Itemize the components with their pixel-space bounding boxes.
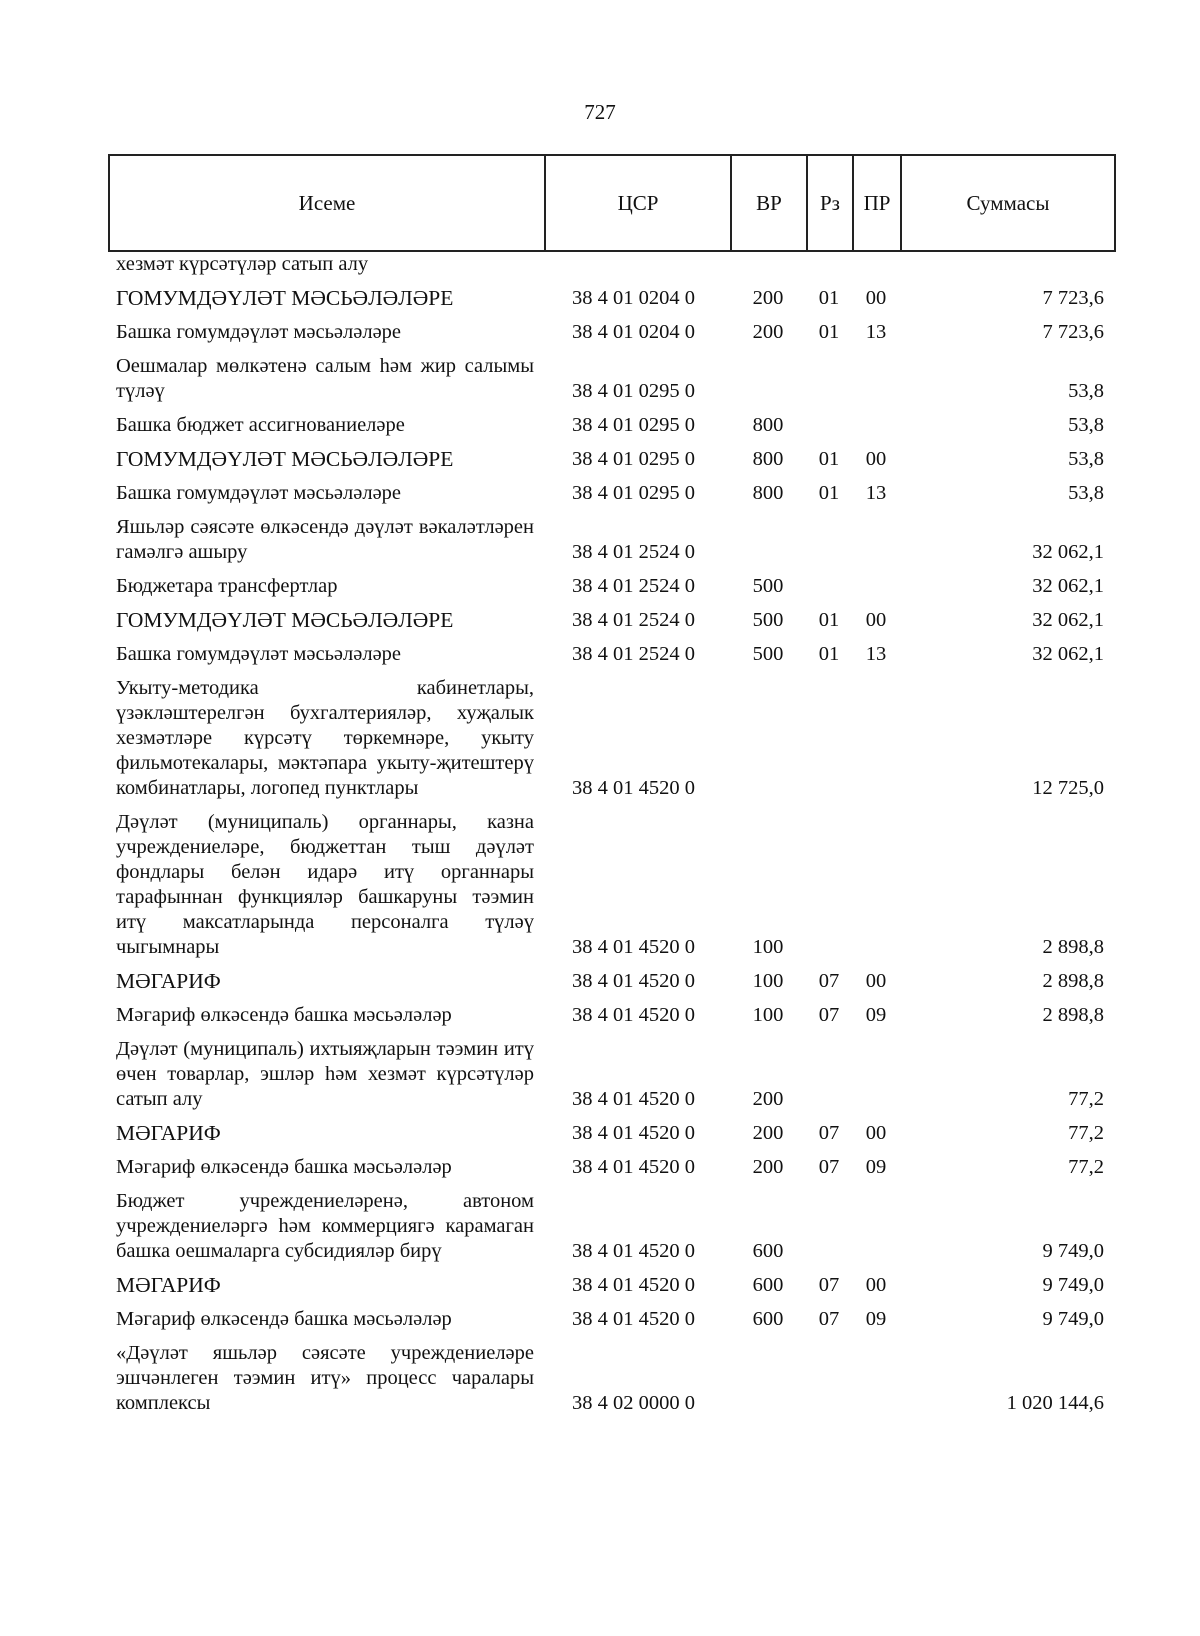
cell-name: ГОМУМДӘҮЛӘТ МӘСЬӘЛӘЛӘРЕ bbox=[116, 608, 454, 632]
cell-sum bbox=[900, 252, 1114, 281]
cell-csr bbox=[544, 252, 730, 281]
cell-csr: 38 4 01 2524 0 bbox=[572, 541, 695, 563]
cell-pr bbox=[852, 671, 900, 805]
cell-name: Башка гомумдәүләт мәсьәләләре bbox=[116, 482, 402, 504]
cell-name: Бюджет учреждениеләренә, автоном учреждениеләргә һәм коммерциягә карамаган башка оешмаларга субсидияләр бирү bbox=[116, 1190, 534, 1262]
cell-vr: 200 bbox=[752, 1088, 784, 1110]
cell-name: Укыту-методика кабинетлары, үзәкләштерелгән бухгалтерияләр, хуҗалык хезмәтләре күрсәтү төркемнәре, укыту фильмотекалары, мәктәпара укыту-җитештерү комбинатлары, логопед пунктлары bbox=[116, 677, 534, 799]
cell-rz: 01 bbox=[818, 448, 840, 470]
cell-sum: 77,2 bbox=[1068, 1156, 1104, 1178]
cell-vr: 100 bbox=[752, 1004, 784, 1026]
cell-rz: 01 bbox=[818, 643, 840, 665]
cell-vr bbox=[730, 349, 806, 408]
page-number: 727 bbox=[584, 100, 616, 124]
cell-name: Бюджетара трансфертлар bbox=[116, 575, 338, 597]
table-row bbox=[108, 805, 1114, 964]
table-row bbox=[108, 1150, 1114, 1184]
cell-vr: 800 bbox=[752, 482, 784, 504]
table-row bbox=[108, 637, 1114, 671]
cell-name: Мәгариф өлкәсендә башка мәсьәләләр bbox=[116, 1156, 452, 1178]
cell-sum: 53,8 bbox=[1068, 414, 1104, 436]
cell-csr: 38 4 01 4520 0 bbox=[572, 936, 695, 958]
cell-csr: 38 4 01 0295 0 bbox=[572, 380, 695, 402]
table-row bbox=[108, 476, 1114, 510]
cell-name: МӘГАРИФ bbox=[116, 969, 221, 993]
table-row bbox=[108, 671, 1114, 805]
cell-sum: 2 898,8 bbox=[1042, 1004, 1104, 1026]
cell-csr: 38 4 01 0295 0 bbox=[572, 482, 695, 504]
cell-sum: 9 749,0 bbox=[1042, 1240, 1104, 1262]
cell-csr: 38 4 01 4520 0 bbox=[572, 1240, 695, 1262]
cell-csr: 38 4 01 0295 0 bbox=[572, 414, 695, 436]
cell-csr: 38 4 01 4520 0 bbox=[572, 1004, 695, 1026]
cell-rz bbox=[806, 671, 852, 805]
cell-pr: 00 bbox=[865, 287, 887, 309]
cell-sum: 1 020 144,6 bbox=[1006, 1392, 1104, 1414]
table-row bbox=[108, 1184, 1114, 1268]
table-row bbox=[108, 1032, 1114, 1116]
cell-pr: 13 bbox=[865, 321, 887, 343]
cell-rz bbox=[806, 569, 852, 603]
cell-pr bbox=[852, 805, 900, 964]
cell-pr: 09 bbox=[865, 1308, 887, 1330]
cell-vr: 500 bbox=[752, 609, 784, 631]
cell-rz: 01 bbox=[818, 609, 840, 631]
table-row bbox=[108, 1268, 1114, 1302]
table-row bbox=[108, 964, 1114, 998]
cell-pr: 13 bbox=[865, 643, 887, 665]
cell-csr: 38 4 01 0204 0 bbox=[572, 321, 695, 343]
cell-csr: 38 4 01 4520 0 bbox=[572, 1122, 695, 1144]
cell-pr: 13 bbox=[865, 482, 887, 504]
cell-sum: 32 062,1 bbox=[1032, 643, 1104, 665]
column-header-rz: Рз bbox=[807, 155, 853, 251]
cell-pr bbox=[852, 349, 900, 408]
cell-rz: 01 bbox=[818, 482, 840, 504]
cell-vr: 200 bbox=[752, 287, 784, 309]
cell-rz bbox=[806, 349, 852, 408]
cell-vr bbox=[730, 1336, 806, 1420]
cell-rz bbox=[806, 1032, 852, 1116]
cell-name: Оешмалар мөлкәтенә салым һәм жир салымы түләү bbox=[116, 355, 534, 402]
cell-vr: 500 bbox=[752, 643, 784, 665]
cell-csr: 38 4 01 4520 0 bbox=[572, 970, 695, 992]
cell-csr: 38 4 02 0000 0 bbox=[572, 1392, 695, 1414]
cell-pr bbox=[852, 1336, 900, 1420]
table-row bbox=[108, 349, 1114, 408]
cell-csr: 38 4 01 2524 0 bbox=[572, 609, 695, 631]
cell-sum: 77,2 bbox=[1068, 1088, 1104, 1110]
cell-vr bbox=[730, 252, 806, 281]
cell-pr: 09 bbox=[865, 1156, 887, 1178]
cell-csr: 38 4 01 2524 0 bbox=[572, 575, 695, 597]
cell-rz bbox=[806, 408, 852, 442]
table-row bbox=[108, 1302, 1114, 1336]
cell-name: Мәгариф өлкәсендә башка мәсьәләләр bbox=[116, 1004, 452, 1026]
cell-rz: 07 bbox=[818, 1308, 840, 1330]
table-row bbox=[108, 1116, 1114, 1150]
table-row bbox=[108, 442, 1114, 476]
cell-name: Дәүләт (муниципаль) органнары, казна учреждениеләре, бюджеттан тыш дәүләт фондлары белән идарә итү органнары тарафыннан функцияләр башкаруны тәэмин итү максатларында персоналга түләү чыгымнары bbox=[116, 811, 534, 958]
cell-name: МӘГАРИФ bbox=[116, 1273, 221, 1297]
cell-csr: 38 4 01 4520 0 bbox=[572, 1156, 695, 1178]
cell-name: Мәгариф өлкәсендә башка мәсьәләләр bbox=[116, 1308, 452, 1330]
cell-csr: 38 4 01 2524 0 bbox=[572, 643, 695, 665]
cell-vr: 500 bbox=[752, 575, 784, 597]
cell-pr bbox=[852, 510, 900, 569]
cell-csr: 38 4 01 4520 0 bbox=[572, 1088, 695, 1110]
table-row bbox=[108, 510, 1114, 569]
column-header-vr: ВР bbox=[731, 155, 807, 251]
cell-vr: 100 bbox=[752, 936, 784, 958]
cell-sum: 2 898,8 bbox=[1042, 970, 1104, 992]
cell-pr: 00 bbox=[865, 448, 887, 470]
column-header-pr: ПР bbox=[853, 155, 901, 251]
budget-table bbox=[108, 252, 1114, 1420]
table-row bbox=[108, 281, 1114, 315]
table-row bbox=[108, 569, 1114, 603]
table-header bbox=[108, 154, 1116, 252]
table-row bbox=[108, 252, 1114, 281]
cell-sum: 77,2 bbox=[1068, 1122, 1104, 1144]
cell-sum: 2 898,8 bbox=[1042, 936, 1104, 958]
table-row bbox=[108, 998, 1114, 1032]
cell-name: Яшьләр сәясәте өлкәсендә дәүләт вәкаләтләрен гамәлгә ашыру bbox=[116, 516, 534, 563]
cell-pr: 00 bbox=[865, 1122, 887, 1144]
cell-rz bbox=[806, 805, 852, 964]
cell-vr: 200 bbox=[752, 1122, 784, 1144]
cell-sum: 9 749,0 bbox=[1042, 1274, 1104, 1296]
cell-sum: 32 062,1 bbox=[1032, 541, 1104, 563]
cell-rz bbox=[806, 510, 852, 569]
cell-name: Башка гомумдәүләт мәсьәләләре bbox=[116, 321, 402, 343]
cell-csr: 38 4 01 0295 0 bbox=[572, 448, 695, 470]
cell-name: Башка гомумдәүләт мәсьәләләре bbox=[116, 643, 402, 665]
cell-sum: 32 062,1 bbox=[1032, 609, 1104, 631]
cell-rz: 07 bbox=[818, 1004, 840, 1026]
cell-vr: 600 bbox=[752, 1240, 784, 1262]
cell-sum: 7 723,6 bbox=[1042, 287, 1104, 309]
cell-pr bbox=[852, 408, 900, 442]
column-header-sum: Суммасы bbox=[901, 155, 1115, 251]
column-header-csr: ЦСР bbox=[545, 155, 731, 251]
cell-pr bbox=[852, 1032, 900, 1116]
cell-name: Башка бюджет ассигнованиеләре bbox=[116, 414, 405, 436]
table-row bbox=[108, 1336, 1114, 1420]
cell-name: «Дәүләт яшьләр сәясәте учреждениеләре эшчәнлеген тәэмин итү» процесс чаралары комплексы bbox=[116, 1342, 534, 1414]
column-header-name: Исеме bbox=[109, 155, 545, 251]
cell-csr: 38 4 01 4520 0 bbox=[572, 1274, 695, 1296]
table-row bbox=[108, 408, 1114, 442]
cell-rz: 07 bbox=[818, 1122, 840, 1144]
cell-sum: 53,8 bbox=[1068, 448, 1104, 470]
table-row bbox=[108, 315, 1114, 349]
cell-name: Дәүләт (муниципаль) ихтыяҗларын тәэмин итү өчен товарлар, эшләр һәм хезмәт күрсәтүләр сатып алу bbox=[116, 1038, 534, 1110]
cell-sum: 12 725,0 bbox=[1032, 777, 1104, 799]
cell-csr: 38 4 01 4520 0 bbox=[572, 1308, 695, 1330]
cell-pr: 00 bbox=[865, 970, 887, 992]
cell-vr bbox=[730, 671, 806, 805]
cell-vr: 200 bbox=[752, 1156, 784, 1178]
cell-pr: 00 bbox=[865, 609, 887, 631]
table-row bbox=[108, 603, 1114, 637]
cell-name: ГОМУМДӘҮЛӘТ МӘСЬӘЛӘЛӘРЕ bbox=[116, 447, 454, 471]
cell-vr: 800 bbox=[752, 448, 784, 470]
cell-pr bbox=[852, 569, 900, 603]
cell-name: МӘГАРИФ bbox=[116, 1121, 221, 1145]
cell-sum: 53,8 bbox=[1068, 482, 1104, 504]
cell-vr: 600 bbox=[752, 1308, 784, 1330]
cell-rz: 01 bbox=[818, 287, 840, 309]
cell-sum: 7 723,6 bbox=[1042, 321, 1104, 343]
cell-vr: 100 bbox=[752, 970, 784, 992]
cell-vr bbox=[730, 510, 806, 569]
cell-rz: 07 bbox=[818, 1156, 840, 1178]
cell-vr: 200 bbox=[752, 321, 784, 343]
cell-rz: 07 bbox=[818, 970, 840, 992]
cell-pr: 00 bbox=[865, 1274, 887, 1296]
cell-csr: 38 4 01 4520 0 bbox=[572, 777, 695, 799]
table-body bbox=[108, 252, 1114, 1420]
cell-vr: 600 bbox=[752, 1274, 784, 1296]
cell-rz bbox=[806, 1184, 852, 1268]
cell-rz: 07 bbox=[818, 1274, 840, 1296]
cell-vr: 800 bbox=[752, 414, 784, 436]
cell-rz bbox=[806, 1336, 852, 1420]
cell-name: хезмәт күрсәтүләр сатып алу bbox=[116, 253, 369, 275]
cell-name: ГОМУМДӘҮЛӘТ МӘСЬӘЛӘЛӘРЕ bbox=[116, 286, 454, 310]
cell-pr: 09 bbox=[865, 1004, 887, 1026]
cell-pr bbox=[852, 252, 900, 281]
cell-csr: 38 4 01 0204 0 bbox=[572, 287, 695, 309]
cell-sum: 32 062,1 bbox=[1032, 575, 1104, 597]
cell-rz: 01 bbox=[818, 321, 840, 343]
cell-pr bbox=[852, 1184, 900, 1268]
cell-sum: 53,8 bbox=[1068, 380, 1104, 402]
cell-rz bbox=[806, 252, 852, 281]
cell-sum: 9 749,0 bbox=[1042, 1308, 1104, 1330]
